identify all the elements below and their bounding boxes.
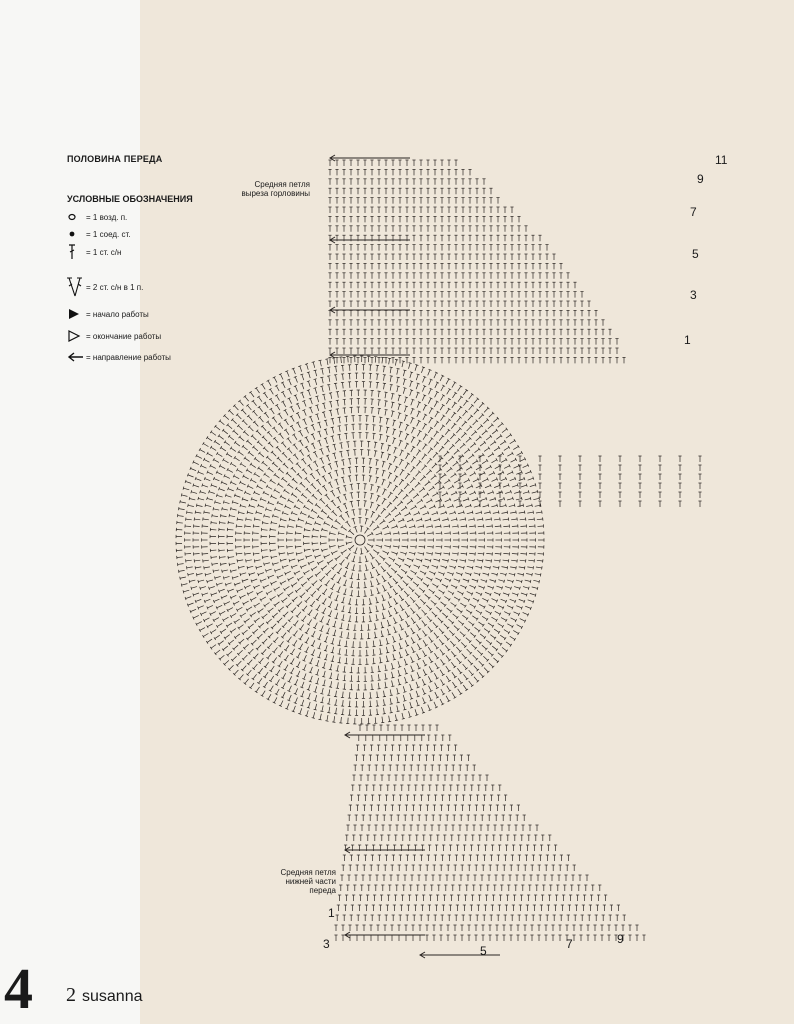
legend-label: = 1 соед. ст. <box>86 229 131 239</box>
legend-item <box>66 276 143 298</box>
row-number: 3 <box>323 937 330 951</box>
legend-item <box>66 243 121 261</box>
neckline-middle-note: Средняя петля выреза горловины <box>241 180 310 198</box>
legend-label: = 1 возд. п. <box>86 212 128 222</box>
legend-label: = 1 ст. с/н <box>86 247 122 257</box>
page-footer <box>66 984 143 1007</box>
row-number: 5 <box>692 247 699 261</box>
footer-brand: susanna <box>82 988 143 1005</box>
row-number: 1 <box>684 333 691 347</box>
start-arrow-icon <box>66 307 84 321</box>
row-number: 9 <box>617 932 624 946</box>
chain-stitch-icon <box>66 210 84 224</box>
row-number: 5 <box>480 944 487 958</box>
row-number: 11 <box>715 153 728 167</box>
legend-label: = направление работы <box>86 352 171 362</box>
legend-label: = окончание работы <box>86 331 162 341</box>
bottom-middle-note: Средняя петля нижней части переда <box>280 868 336 895</box>
row-number: 7 <box>566 937 573 951</box>
legend-item <box>66 307 149 321</box>
page-number: 4 <box>4 956 33 1021</box>
double-crochet-icon <box>66 243 84 261</box>
end-arrow-icon <box>66 329 84 343</box>
row-number: 7 <box>690 205 697 219</box>
legend-label: = 2 ст. с/н в 1 п. <box>86 282 144 292</box>
legend-heading: УСЛОВНЫЕ ОБОЗНАЧЕНИЯ <box>67 194 193 204</box>
row-number: 3 <box>690 288 697 302</box>
chart-bottom-panel <box>334 725 645 941</box>
row-number: 9 <box>697 172 704 186</box>
legend-label: = начало работы <box>86 309 149 319</box>
legend-item <box>66 350 171 364</box>
page-title: ПОЛОВИНА ПЕРЕДА <box>67 154 163 164</box>
direction-arrows <box>330 155 500 958</box>
slip-stitch-icon <box>66 227 84 241</box>
footer-page: 2 <box>66 984 76 1006</box>
row-number: 1 <box>328 906 335 920</box>
legend-item <box>66 227 131 241</box>
two-dc-in-one-icon <box>66 276 84 298</box>
direction-arrow-icon <box>66 350 84 364</box>
legend-item <box>66 329 161 343</box>
legend-item <box>66 210 127 224</box>
chart-top-panel <box>328 160 701 507</box>
chart-circle <box>176 356 544 724</box>
